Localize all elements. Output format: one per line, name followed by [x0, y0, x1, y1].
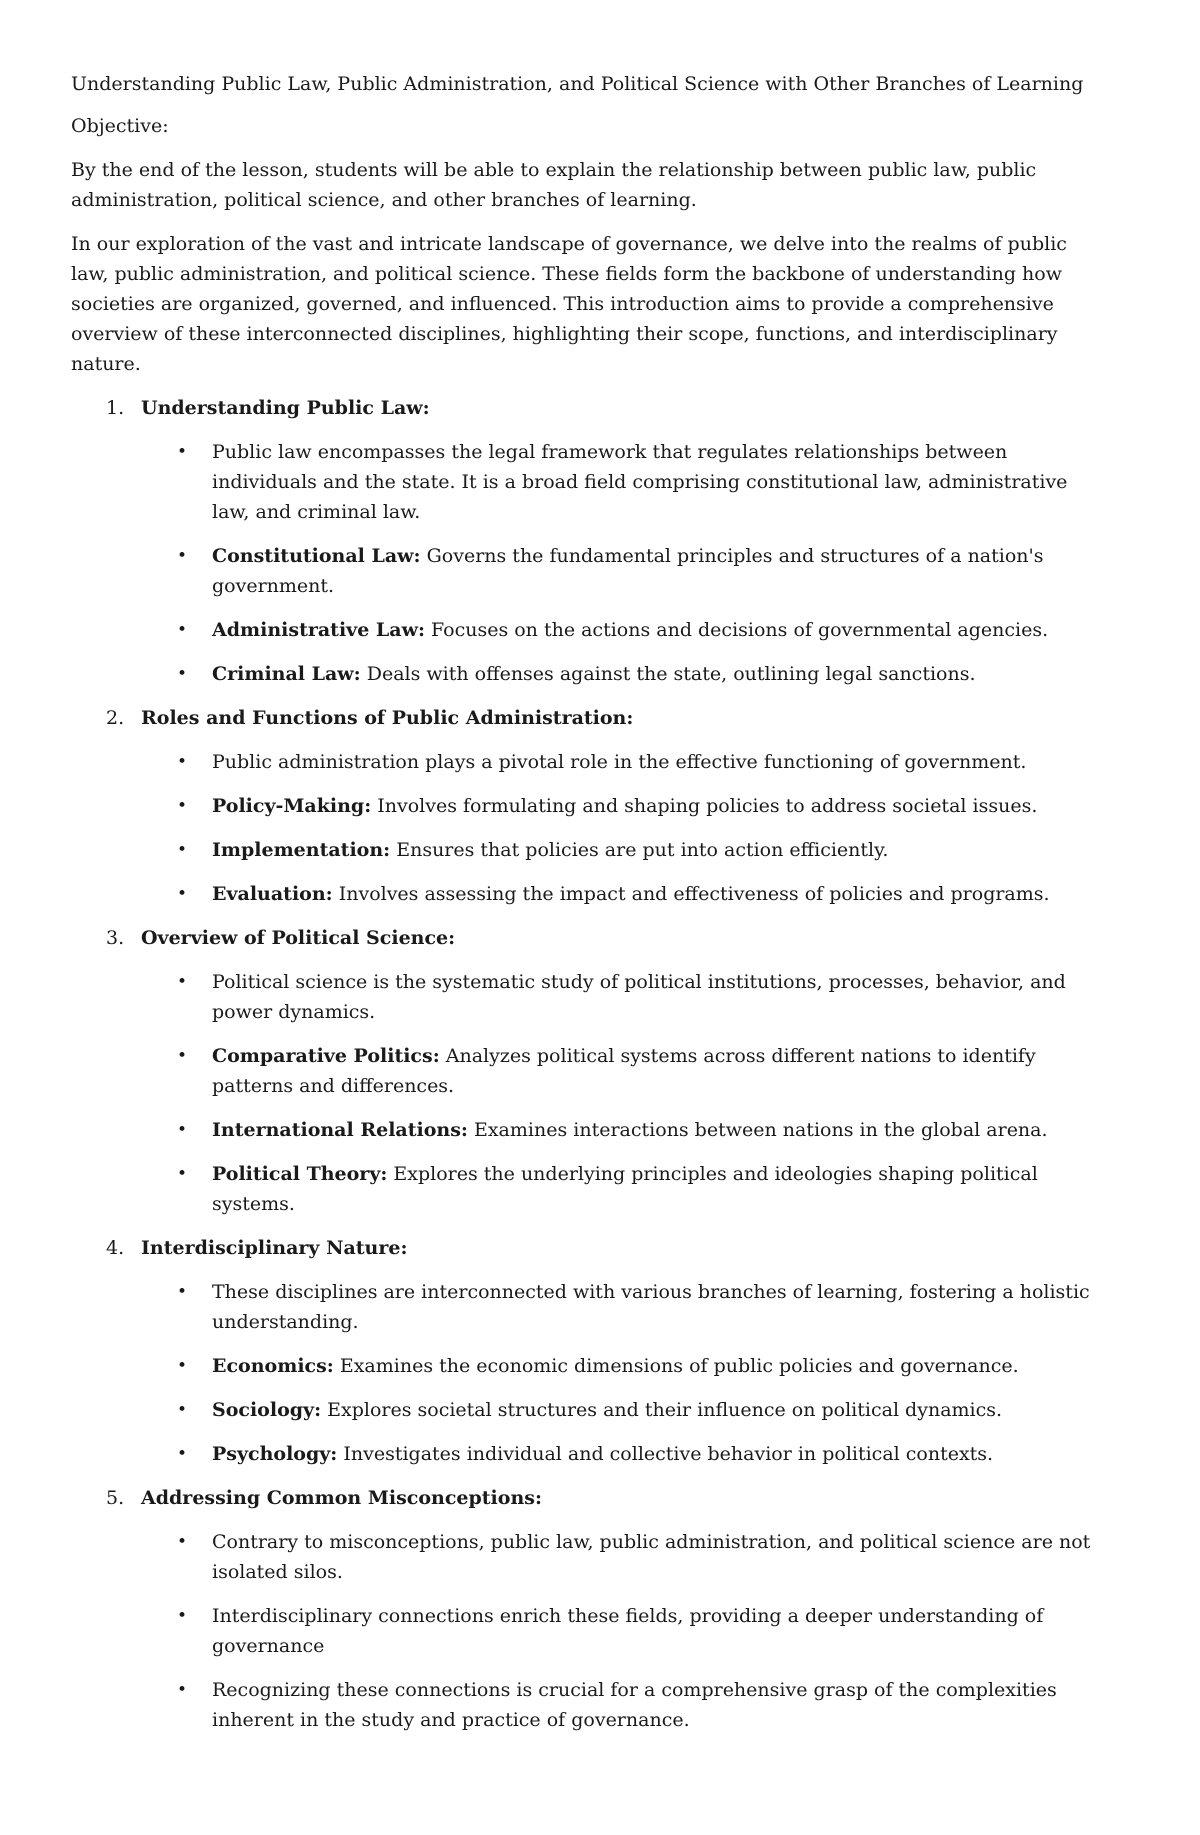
- list-item-text: Focuses on the actions and decisions of governmental agencies.: [424, 619, 1049, 641]
- list-item-text: Ensures that policies are put into action efficiently.: [390, 839, 889, 861]
- list-item-term: Policy-Making:: [212, 795, 372, 817]
- bullet-list: [71, 747, 1110, 909]
- list-item-term: Comparative Politics:: [212, 1045, 440, 1067]
- list-item: [71, 879, 1110, 909]
- bullet-icon: •: [177, 620, 188, 640]
- section-heading-text: Overview of Political Science:: [141, 927, 456, 949]
- list-item-text: Public administration plays a pivotal role in the effective functioning of government.: [212, 751, 1027, 773]
- list-item-term: Psychology:: [212, 1443, 338, 1465]
- section-heading: [71, 393, 1110, 423]
- bullet-icon: •: [177, 1164, 188, 1184]
- list-item: [71, 835, 1110, 865]
- bullet-icon: •: [177, 1282, 188, 1302]
- list-item: [71, 1675, 1110, 1735]
- list-item-text: Explores the underlying principles and ideologies shaping political systems.: [212, 1163, 1038, 1215]
- section-number: 3.: [106, 927, 125, 949]
- list-item: [71, 1395, 1110, 1425]
- list-item: [71, 747, 1110, 777]
- section-number: 5.: [106, 1487, 125, 1509]
- bullet-icon: •: [177, 1120, 188, 1140]
- bullet-icon: •: [177, 1606, 188, 1626]
- list-item: [71, 791, 1110, 821]
- bullet-list: [71, 1527, 1110, 1735]
- list-item-term: Political Theory:: [212, 1163, 388, 1185]
- bullet-icon: •: [177, 1444, 188, 1464]
- list-item: [71, 1527, 1110, 1587]
- bullet-icon: •: [177, 1532, 188, 1552]
- list-item-term: International Relations:: [212, 1119, 468, 1141]
- section-number: 1.: [106, 397, 125, 419]
- list-item-text: Examines interactions between nations in the global arena.: [467, 1119, 1048, 1141]
- list-item: [71, 659, 1110, 689]
- list-item-text: Deals with offenses against the state, outlining legal sanctions.: [360, 663, 976, 685]
- list-item-term: Constitutional Law:: [212, 545, 421, 567]
- section: [71, 703, 1110, 909]
- list-item: [71, 541, 1110, 601]
- list-item-text: Involves assessing the impact and effectiveness of policies and programs.: [332, 883, 1050, 905]
- list-item-text: Involves formulating and shaping policies to address societal issues.: [371, 795, 1038, 817]
- section: [71, 1483, 1110, 1735]
- list-item-text: Recognizing these connections is crucial for a comprehensive grasp of the complexities inherent in the study and practice of governance.: [212, 1679, 1057, 1731]
- list-item-text: Political science is the systematic study of political institutions, processes, behavior, and power dynamics.: [212, 971, 1066, 1023]
- intro-paragraph: In our exploration of the vast and intricate landscape of governance, we delve into the realms of public law, public administration, and political science. These fields form the backbone of understanding how societies are organized, governed, and influenced. This introduction aims to provide a comprehensive overview of these interconnected disciplines, highlighting their scope, functions, and interdisciplinary nature.: [71, 233, 1067, 375]
- section: [71, 393, 1110, 689]
- list-item-text: Public law encompasses the legal framework that regulates relationships between individuals and the state. It is a broad field comprising constitutional law, administrative law, and criminal law.: [212, 441, 1068, 523]
- list-item: [71, 1351, 1110, 1381]
- objective-label: Objective:: [71, 115, 169, 137]
- section-number: 2.: [106, 707, 125, 729]
- objective-text: By the end of the lesson, students will be able to explain the relationship between public law, public administration, political science, and other branches of learning.: [71, 159, 1037, 211]
- bullet-icon: •: [177, 1046, 188, 1066]
- document-title: Understanding Public Law, Public Administration, and Political Science with Other Branches of Learning: [71, 73, 1084, 95]
- numbered-sections: [71, 393, 1110, 1735]
- bullet-icon: •: [177, 972, 188, 992]
- list-item: [71, 1601, 1110, 1661]
- list-item-text: Investigates individual and collective behavior in political contexts.: [337, 1443, 994, 1465]
- bullet-icon: •: [177, 840, 188, 860]
- list-item-text: Explores societal structures and their influence on political dynamics.: [321, 1399, 1003, 1421]
- bullet-icon: •: [177, 546, 188, 566]
- list-item: [71, 437, 1110, 527]
- list-item: [71, 1159, 1110, 1219]
- list-item-text: Examines the economic dimensions of public policies and governance.: [333, 1355, 1019, 1377]
- section-heading: [71, 1483, 1110, 1513]
- list-item-term: Sociology:: [212, 1399, 322, 1421]
- bullet-list: [71, 1277, 1110, 1469]
- list-item: [71, 1115, 1110, 1145]
- list-item-text: Governs the fundamental principles and structures of a nation's government.: [212, 545, 1044, 597]
- section: [71, 923, 1110, 1219]
- bullet-icon: •: [177, 884, 188, 904]
- list-item: [71, 1277, 1110, 1337]
- list-item-text: Contrary to misconceptions, public law, public administration, and political science are not isolated silos.: [212, 1531, 1091, 1583]
- bullet-icon: •: [177, 664, 188, 684]
- bullet-icon: •: [177, 1356, 188, 1376]
- bullet-icon: •: [177, 752, 188, 772]
- section-number: 4.: [106, 1237, 125, 1259]
- section-heading-text: Interdisciplinary Nature:: [141, 1237, 408, 1259]
- bullet-icon: •: [177, 796, 188, 816]
- bullet-icon: •: [177, 1680, 188, 1700]
- list-item-term: Administrative Law:: [212, 619, 425, 641]
- list-item: [71, 1439, 1110, 1469]
- section-heading: [71, 923, 1110, 953]
- list-item-term: Implementation:: [212, 839, 391, 861]
- bullet-list: [71, 967, 1110, 1219]
- list-item-text: Interdisciplinary connections enrich these fields, providing a deeper understanding of governance: [212, 1605, 1044, 1657]
- list-item-term: Economics:: [212, 1355, 334, 1377]
- list-item-text: Analyzes political systems across different nations to identify patterns and differences.: [212, 1045, 1036, 1097]
- section-heading: [71, 1233, 1110, 1263]
- list-item: [71, 615, 1110, 645]
- bullet-icon: •: [177, 442, 188, 462]
- bullet-icon: •: [177, 1400, 188, 1420]
- list-item: [71, 967, 1110, 1027]
- section-heading-text: Addressing Common Misconceptions:: [141, 1487, 542, 1509]
- list-item: [71, 1041, 1110, 1101]
- list-item-text: These disciplines are interconnected with various branches of learning, fostering a holistic understanding.: [212, 1281, 1090, 1333]
- section-heading: [71, 703, 1110, 733]
- list-item-term: Criminal Law:: [212, 663, 361, 685]
- bullet-list: [71, 437, 1110, 689]
- section-heading-text: Understanding Public Law:: [141, 397, 430, 419]
- section: [71, 1233, 1110, 1469]
- list-item-term: Evaluation:: [212, 883, 333, 905]
- section-heading-text: Roles and Functions of Public Administration:: [141, 707, 634, 729]
